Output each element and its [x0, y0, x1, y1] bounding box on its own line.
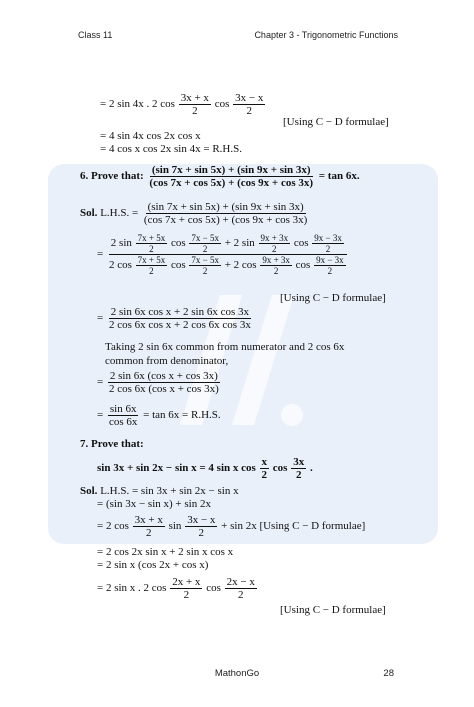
sol-7-step3: = 2 cos 2x sin x + 2 sin x cos x	[97, 546, 234, 558]
page-number: 28	[383, 668, 394, 679]
sol-7-step1: = (sin 3x − sin x) + sin 2x	[97, 498, 211, 510]
sol-7-lhs: Sol. L.H.S. = sin 3x + sin 2x − sin x	[80, 485, 239, 497]
taking-line-1: Taking 2 sin 6x common from numerator and 2 cos 6x	[105, 341, 345, 353]
header-chapter: Chapter 3 - Trigonometric Functions	[254, 30, 398, 40]
note-using-cd: [Using C − D formulae]	[283, 116, 389, 128]
sol-6-lhs: Sol. L.H.S. = $\frac{(\sin 7x + \sin 5x) + (\sin 9x + \sin 3x)}{(\cos 7x + \cos 5x) + (\cos 9x + \cos 3x)}$	[80, 201, 308, 226]
step-a1: = 2 sin 4x . 2 cos $\frac{3x + x}{2}$ cos $\frac{3x - x}{2}$	[100, 92, 264, 117]
question-6: 6. Prove that: $\frac{(\sin 7x + \sin 5x) + (\sin 9x + \sin 3x)}{(\cos 7x + \cos 5x) + (\cos 9x + \cos 3x)}$ = tan 6x.	[80, 164, 360, 189]
sol-7-step4: = 2 sin x (cos 2x + cos x)	[97, 559, 209, 571]
sol-6-step4: = $\frac{\sin 6x}{\cos 6x}$ = tan 6x = R.H.S.	[97, 403, 221, 428]
step-a3: = 4 cos x cos 2x sin 4x = R.H.S.	[100, 143, 242, 155]
sol-7-step2: = 2 cos $\frac{3x + x}{2}$ sin $\frac{3x - x}{2}$ + sin 2x [Using C − D formulae]	[97, 514, 366, 539]
sol-6-step3: = $\frac{\text{2 sin 6x (cos x + cos 3x)}}{\text{2 cos 6x (cos x + cos 3x)}}$	[97, 370, 219, 395]
header-class: Class 11	[78, 30, 113, 40]
note-using-cd-3: [Using C − D formulae]	[280, 604, 386, 616]
footer-brand: MathonGo	[214, 668, 260, 679]
note-using-cd-2: [Using C − D formulae]	[280, 292, 386, 304]
sol-6-step2: = $\frac{\text{2 sin 6x cos x + 2 sin 6x cos 3x}}{\text{2 cos 6x cos x + 2 cos 6x cos 3x}}$	[97, 306, 251, 331]
question-7: sin 3x + sin 2x − sin x = 4 sin x cos $\frac{x}{2}$ cos $\frac{3x}{2}$ .	[97, 456, 313, 481]
taking-line-2: common from denominator,	[105, 355, 229, 367]
question-7-label: 7. Prove that:	[80, 438, 144, 450]
step-a2: = 4 sin 4x cos 2x cos x	[100, 130, 201, 142]
sol-7-step5: = 2 sin x . 2 cos $\frac{2x + x}{2}$ cos $\frac{2x - x}{2}$	[97, 576, 255, 601]
sol-6-step1: = 2 sin $\frac{7x + 5x}{2}$ cos $\frac{7x - 5x}{2}$ + 2 sin $\frac{9x + 3x}{2}$ cos $\frac{9x - 3x}{2}$ 2 cos $\frac{7x + 5x}{2}$ cos $\frac{7x - 5x}{2}$ + 2 cos $\frac{9x + 3x}{2}$ cos $\frac{9x - 3x}{2}$	[97, 233, 350, 276]
